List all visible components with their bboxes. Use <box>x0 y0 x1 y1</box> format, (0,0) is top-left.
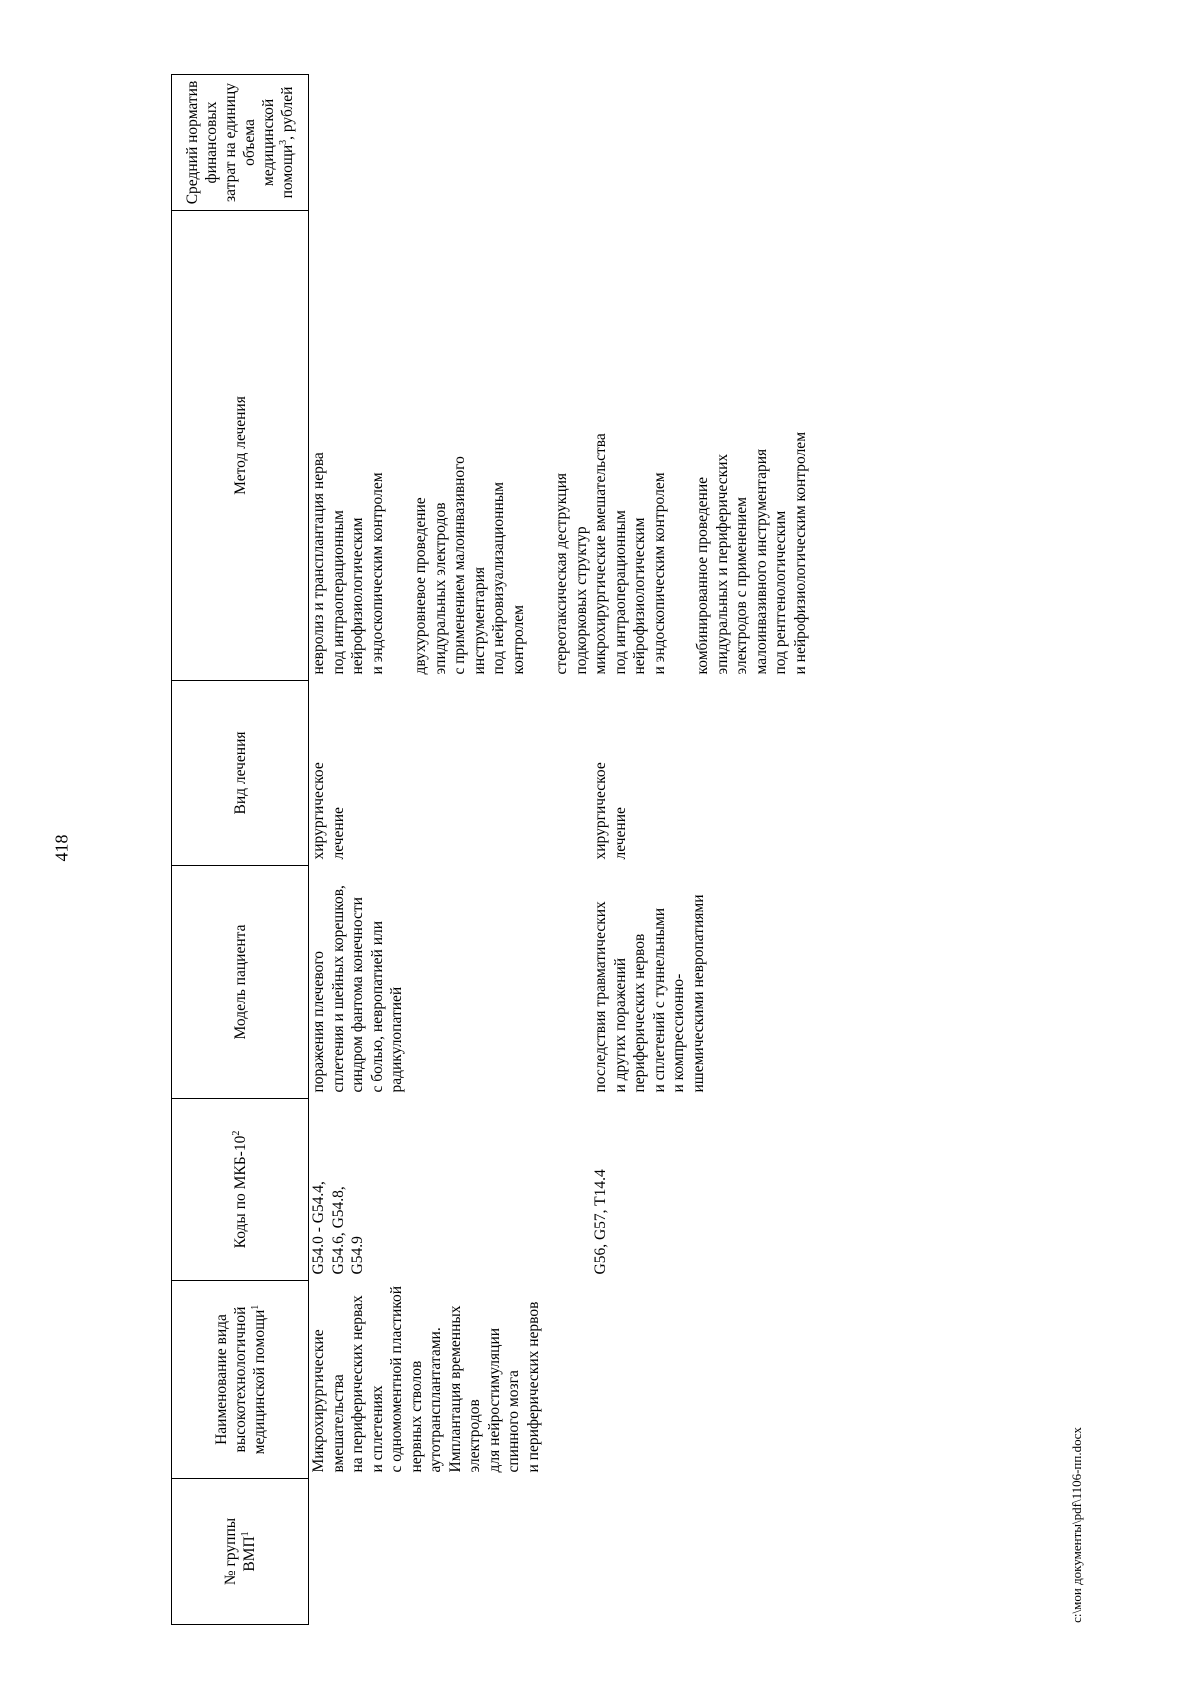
cell-line: ишемическими невропатиями <box>689 894 707 1093</box>
header-line: помощи$^3$, рублей <box>277 86 296 199</box>
method-block <box>693 217 810 675</box>
cell-line: Имплантация временных <box>446 1305 464 1473</box>
cell-line: с болью, невропатией или <box>368 920 386 1093</box>
method-line: малоинвазивного инструментария <box>752 448 770 675</box>
cell-group <box>591 1479 810 1625</box>
cell-line: для нейростимуляции <box>485 1327 503 1473</box>
cell-line: G56, G57, T14.4 <box>592 1169 609 1275</box>
header-icd-codes <box>172 1099 309 1281</box>
cell-line: Микрохирургические <box>310 1329 327 1473</box>
cell-line: вмешательства <box>329 1374 347 1473</box>
method-line: эпидуральных и периферических <box>713 453 731 675</box>
header-line: Коды по МКБ-$10^2$ <box>230 1130 249 1249</box>
cell-treatment-type <box>591 681 810 866</box>
header-care-type-name <box>172 1281 309 1479</box>
header-line: ВМП$^1$ <box>239 1531 258 1572</box>
header-line: высокотехнологичной <box>231 1306 249 1453</box>
method-line: под рентгенологическим <box>772 510 789 675</box>
footnote-marker: 2 <box>230 1130 242 1136</box>
vmp-table <box>171 74 810 1625</box>
method-line: электродов с применением <box>733 497 750 675</box>
header-line: Вид лечения <box>231 731 249 815</box>
cell-line: аутотрансплантатами. <box>427 1327 444 1473</box>
table-header-row <box>172 75 309 1625</box>
method-line: и нейрофизиологическим контролем <box>791 432 809 675</box>
cell-average-cost <box>591 75 810 211</box>
header-treatment-method <box>172 211 309 681</box>
method-block <box>552 217 591 675</box>
method-line: комбинированное проведение <box>694 477 711 675</box>
header-line: Модель пациента <box>231 924 249 1040</box>
cell-line: хирургическое <box>592 762 609 860</box>
cell-line: поражения плечевого <box>310 950 327 1093</box>
cell-treatment-method <box>591 211 810 681</box>
cell-line: спинного мозга <box>505 1370 522 1473</box>
cell-line: G54.6, G54.8, <box>329 1186 347 1275</box>
cell-line: электродов <box>466 1399 483 1473</box>
method-block <box>309 217 387 675</box>
cell-line: синдром фантома конечности <box>349 897 366 1093</box>
method-line: нейрофизиологическим <box>349 517 366 675</box>
cell-icd-codes <box>591 1099 810 1281</box>
header-line: объема <box>241 119 258 166</box>
method-line: нейрофизиологическим <box>631 517 648 675</box>
footnote-marker: 3 <box>277 139 289 145</box>
footnote-marker: 1 <box>239 1531 251 1537</box>
method-line: под интраоперационным <box>329 510 347 675</box>
method-block <box>591 217 669 675</box>
cell-patient-model <box>309 866 592 1099</box>
cell-treatment-type <box>309 681 592 866</box>
cell-line: и сплетений с туннельными <box>650 907 668 1093</box>
header-line: медицинской помощи$^1$ <box>249 1304 268 1455</box>
method-line: и эндоскопическим контролем <box>650 472 668 675</box>
page-number: 418 <box>51 834 72 862</box>
method-line: эпидуральных электродов <box>431 502 449 675</box>
method-line: контролем <box>509 605 527 675</box>
method-line: подкорковых структур <box>572 526 590 675</box>
method-line: с применением малоинвазивного <box>451 456 468 675</box>
header-line: финансовых <box>203 101 220 184</box>
cell-line: нервных стволов <box>407 1360 425 1473</box>
cell-line: лечение <box>611 807 629 860</box>
cell-line: и других поражений <box>611 957 629 1093</box>
method-block <box>411 217 528 675</box>
method-line: стереотаксическая деструкция <box>553 472 570 675</box>
table-row <box>591 75 810 1625</box>
cell-line: периферических нервов <box>631 933 648 1093</box>
cell-line: сплетения и шейных корешков, <box>329 885 347 1093</box>
cell-line: хирургическое <box>310 762 327 860</box>
cell-line: и сплетениях <box>368 1385 386 1473</box>
header-line: затрат на единицу <box>222 83 239 202</box>
cell-line: G54.0 - G54.4, <box>310 1181 327 1275</box>
cell-patient-model <box>591 866 810 1099</box>
cell-group <box>309 1479 592 1625</box>
cell-line: G54.9 <box>349 1236 366 1275</box>
method-line: под нейровизуализационным <box>490 482 507 675</box>
header-line: № группы <box>222 1517 239 1586</box>
rotated-table-wrapper <box>171 75 1200 1625</box>
header-line: Средний норматив <box>184 80 201 205</box>
cell-care-type-name <box>591 1281 810 1479</box>
cell-line: радикулопатией <box>388 986 405 1093</box>
header-treatment-type <box>172 681 309 866</box>
header-group-number <box>172 1479 309 1625</box>
footer-file-path: c:\мои документы\pdf\1106-пп.docx <box>1069 1427 1084 1623</box>
method-line: и эндоскопическим контролем <box>368 472 386 675</box>
header-line: Наименование вида <box>212 1314 230 1445</box>
cell-average-cost <box>309 75 592 211</box>
cell-line: с одномоментной пластикой <box>388 1285 405 1473</box>
method-line: под интраоперационным <box>611 510 629 675</box>
header-line: Метод лечения <box>231 396 249 495</box>
cell-treatment-method <box>309 211 592 681</box>
footnote-marker: 1 <box>249 1304 261 1310</box>
header-line: медицинской <box>260 98 277 187</box>
method-line: невролиз и трансплантация нерва <box>310 452 327 675</box>
method-line: микрохирургические вмешательства <box>592 433 609 675</box>
header-average-cost <box>172 75 309 211</box>
cell-line: последствия травматических <box>592 901 609 1093</box>
table-row <box>309 75 592 1625</box>
cell-line: на периферических нервах <box>349 1295 366 1473</box>
method-line: инструментария <box>470 566 488 675</box>
header-patient-model <box>172 866 309 1099</box>
cell-care-type-name <box>309 1281 592 1479</box>
cell-icd-codes <box>309 1099 592 1281</box>
cell-line: и компрессионно- <box>670 973 687 1093</box>
cell-line: и периферических нервов <box>524 1301 542 1473</box>
cell-line: лечение <box>329 807 347 860</box>
method-line: двухуровневое проведение <box>412 497 429 675</box>
